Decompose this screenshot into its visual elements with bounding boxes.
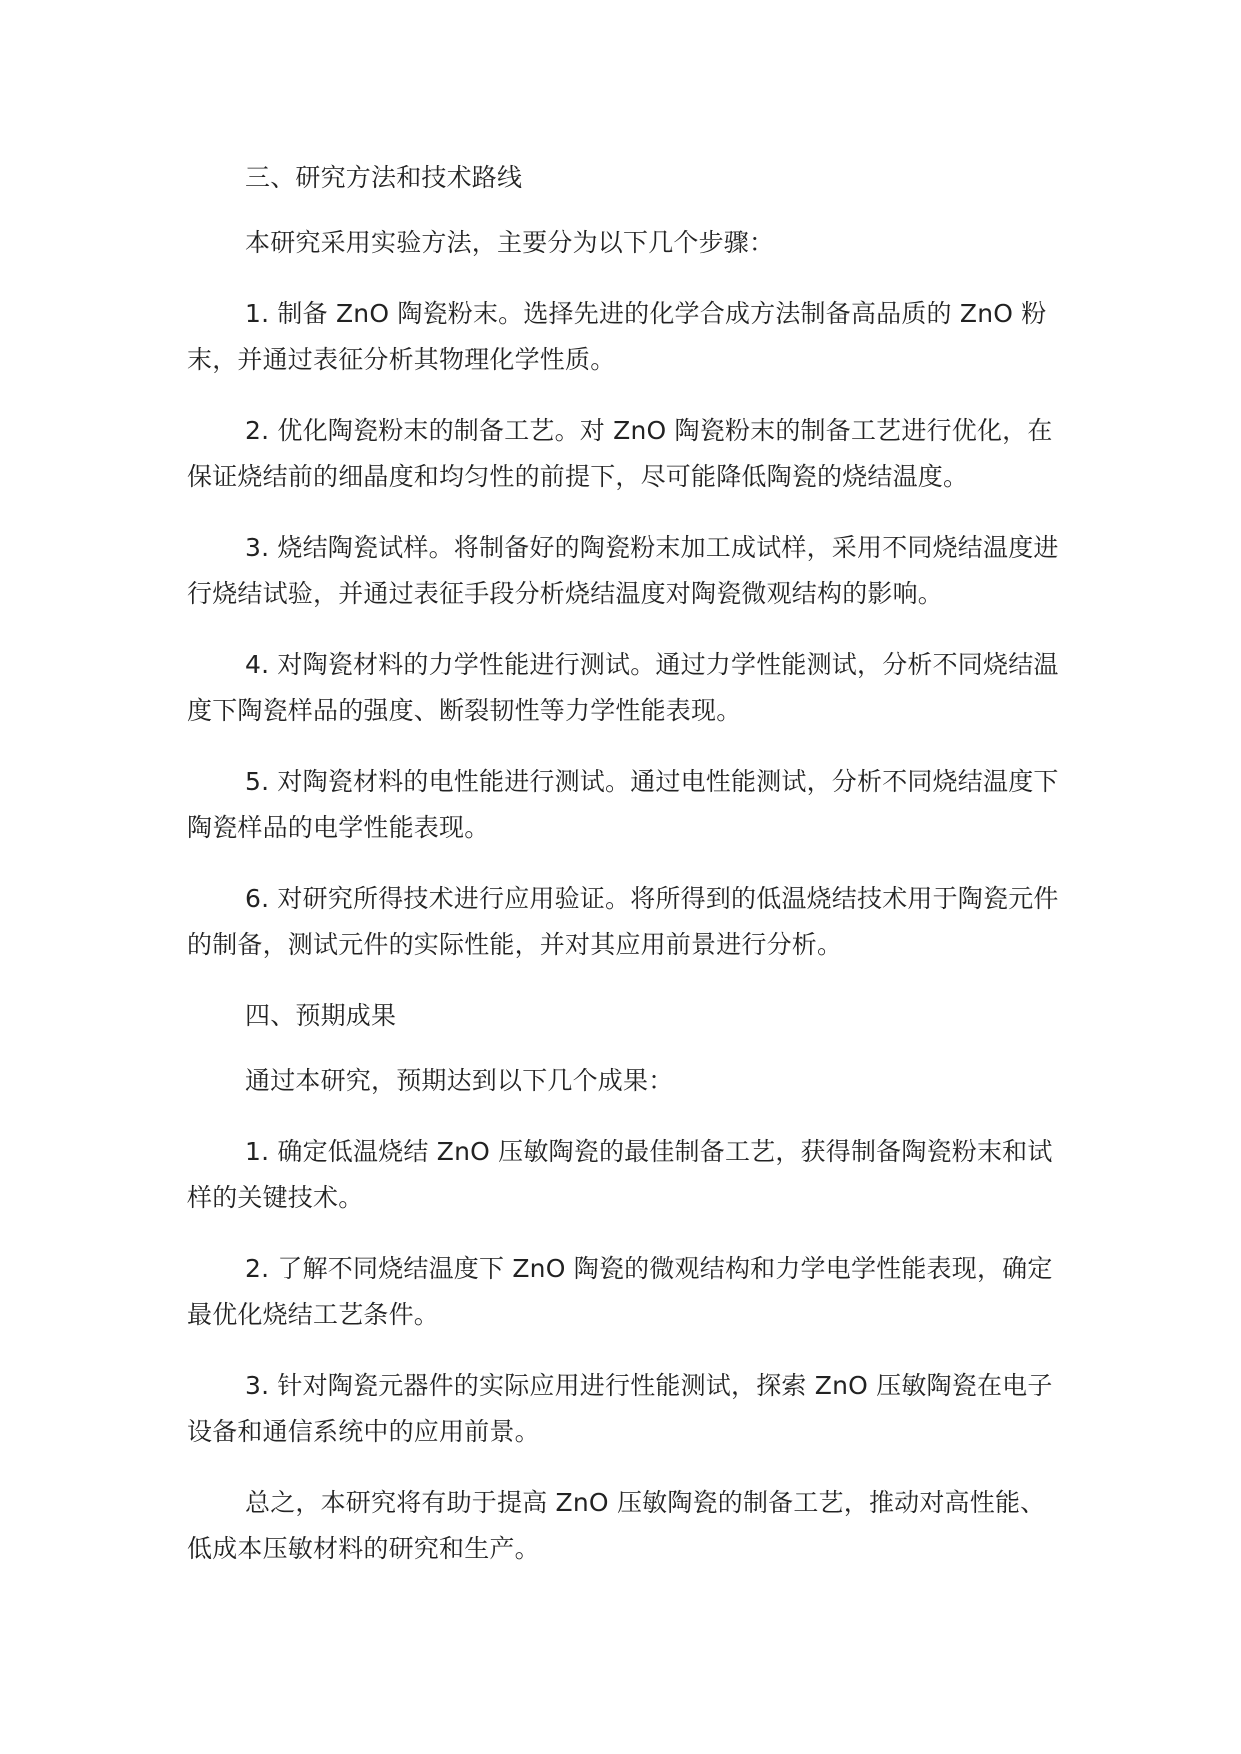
paragraph-step-6: 6. 对研究所得技术进行应用验证。将所得到的低温烧结技术用于陶瓷元件的制备，测试元件的实际性能，并对其应用前景进行分析。	[187, 884, 1059, 959]
section-heading-methods: 三、研究方法和技术路线	[245, 163, 523, 192]
paragraph-step-3: 3. 烧结陶瓷试样。将制备好的陶瓷粉末加工成试样，采用不同烧结温度进行烧结试验，并通过表征手段分析烧结温度对陶瓷微观结构的影响。	[187, 533, 1059, 608]
paragraph-step-2: 2. 优化陶瓷粉末的制备工艺。对 ZnO 陶瓷粉末的制备工艺进行优化，在保证烧结前的细晶度和均匀性的前提下，尽可能降低陶瓷的烧结温度。	[187, 416, 1053, 491]
paragraph-outcome-3: 3. 针对陶瓷元器件的实际应用进行性能测试，探索 ZnO 压敏陶瓷在电子设备和通信系统中的应用前景。	[187, 1371, 1053, 1446]
paragraph-step-5: 5. 对陶瓷材料的电性能进行测试。通过电性能测试，分析不同烧结温度下陶瓷样品的电学性能表现。	[187, 767, 1059, 842]
paragraph-intro-methods: 本研究采用实验方法，主要分为以下几个步骤：	[245, 228, 775, 257]
paragraph-outcome-2: 2. 了解不同烧结温度下 ZnO 陶瓷的微观结构和力学电学性能表现，确定最优化烧结工艺条件。	[187, 1254, 1053, 1329]
paragraph-step-4: 4. 对陶瓷材料的力学性能进行测试。通过力学性能测试，分析不同烧结温度下陶瓷样品的强度、断裂韧性等力学性能表现。	[187, 650, 1059, 725]
paragraph-conclusion: 总之，本研究将有助于提高 ZnO 压敏陶瓷的制备工艺，推动对高性能、低成本压敏材料的研究和生产。	[187, 1488, 1046, 1563]
document-body	[187, 155, 1067, 1597]
section-heading-outcomes: 四、预期成果	[245, 1001, 397, 1030]
paragraph-intro-outcomes: 通过本研究，预期达到以下几个成果：	[245, 1066, 674, 1095]
paragraph-outcome-1: 1. 确定低温烧结 ZnO 压敏陶瓷的最佳制备工艺，获得制备陶瓷粉末和试样的关键技术。	[187, 1137, 1053, 1212]
paragraph-step-1: 1. 制备 ZnO 陶瓷粉末。选择先进的化学合成方法制备高品质的 ZnO 粉末，并通过表征分析其物理化学性质。	[187, 299, 1047, 374]
